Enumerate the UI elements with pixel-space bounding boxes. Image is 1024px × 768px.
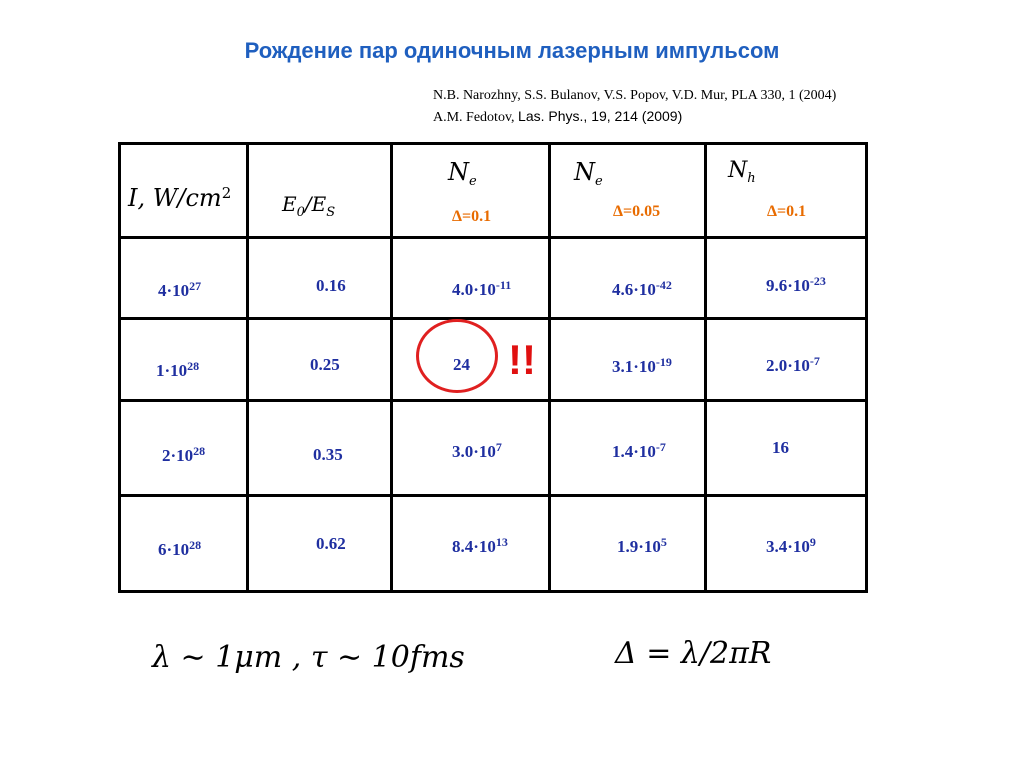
cell-ne-1: 24 bbox=[453, 355, 470, 374]
header-ne-2: $N_e$ bbox=[574, 158, 603, 189]
table-row-divider bbox=[118, 494, 868, 497]
header-ne-1: $N_e$ bbox=[448, 158, 477, 189]
table-col-divider bbox=[704, 142, 707, 593]
formula-delta: Δ = λ/2πR bbox=[615, 636, 772, 671]
header-field-ratio: $E_0/E_S$ bbox=[282, 192, 336, 220]
cell-nh: 16 bbox=[772, 438, 789, 457]
header-intensity: I, $W/cm^2$ bbox=[128, 184, 232, 212]
cell-field-ratio: 0.16 bbox=[316, 276, 346, 295]
slide-title: Рождение пар одиночным лазерным импульсом bbox=[244, 38, 780, 63]
cell-intensity: $6\cdot 10^{28}$ bbox=[158, 538, 202, 559]
cell-ne-2: $4.6\cdot 10^{-42}$ bbox=[612, 278, 672, 299]
cell-ne-2: $3.1\cdot 10^{-19}$ bbox=[612, 355, 672, 376]
table-border-left bbox=[118, 142, 121, 593]
cell-field-ratio: 0.35 bbox=[313, 445, 343, 464]
table-row-divider bbox=[118, 317, 868, 320]
cell-intensity: $2\cdot 10^{28}$ bbox=[162, 444, 206, 465]
cell-nh: $2.0\cdot 10^{-7}$ bbox=[766, 354, 820, 375]
reference-line-1: N.B. Narozhny, S.S. Bulanov, V.S. Popov, V.D. Mur, PLA 330, 1 (2004) bbox=[433, 88, 837, 103]
header-nh: $N_h$ bbox=[728, 158, 756, 186]
cell-nh: $9.6\cdot 10^{-23}$ bbox=[766, 274, 826, 295]
cell-ne-2: $1.4\cdot 10^{-7}$ bbox=[612, 440, 666, 461]
delta-label-nh: Δ=0.1 bbox=[767, 203, 807, 220]
cell-ne-1: $3.0\cdot 10^7$ bbox=[452, 440, 502, 461]
table-border-right bbox=[865, 142, 868, 593]
table-border-top bbox=[118, 142, 868, 145]
cell-field-ratio: 0.62 bbox=[316, 534, 346, 553]
reference-authors: A.M. Fedotov, bbox=[433, 110, 519, 125]
table-col-divider bbox=[548, 142, 551, 593]
cell-ne-1: $8.4\cdot 10^{13}$ bbox=[452, 535, 508, 556]
cell-field-ratio: 0.25 bbox=[310, 355, 340, 374]
table-col-divider bbox=[390, 142, 393, 593]
formula-parameters: λ ∼ 1μm , τ ∼ 10fms bbox=[152, 640, 465, 675]
delta-label-ne-1: Δ=0.1 bbox=[452, 208, 492, 225]
delta-label-ne-2: Δ=0.05 bbox=[613, 203, 661, 220]
cell-ne-1: $4.0\cdot 10^{-11}$ bbox=[452, 278, 512, 299]
reference-journal: Las. Phys., 19, 214 (2009) bbox=[518, 108, 683, 124]
highlight-circle bbox=[416, 319, 498, 393]
cell-nh: $3.4\cdot 10^9$ bbox=[766, 535, 816, 556]
table-row-divider bbox=[118, 236, 868, 239]
table-row-divider bbox=[118, 399, 868, 402]
cell-intensity: $1\cdot 10^{28}$ bbox=[156, 359, 200, 380]
exclamation-mark: !! bbox=[508, 336, 536, 383]
table-col-divider bbox=[246, 142, 249, 593]
table-border-bottom bbox=[118, 590, 868, 593]
cell-ne-2: $1.9\cdot 10^5$ bbox=[617, 535, 667, 556]
cell-intensity: $4\cdot 10^{27}$ bbox=[158, 279, 202, 300]
